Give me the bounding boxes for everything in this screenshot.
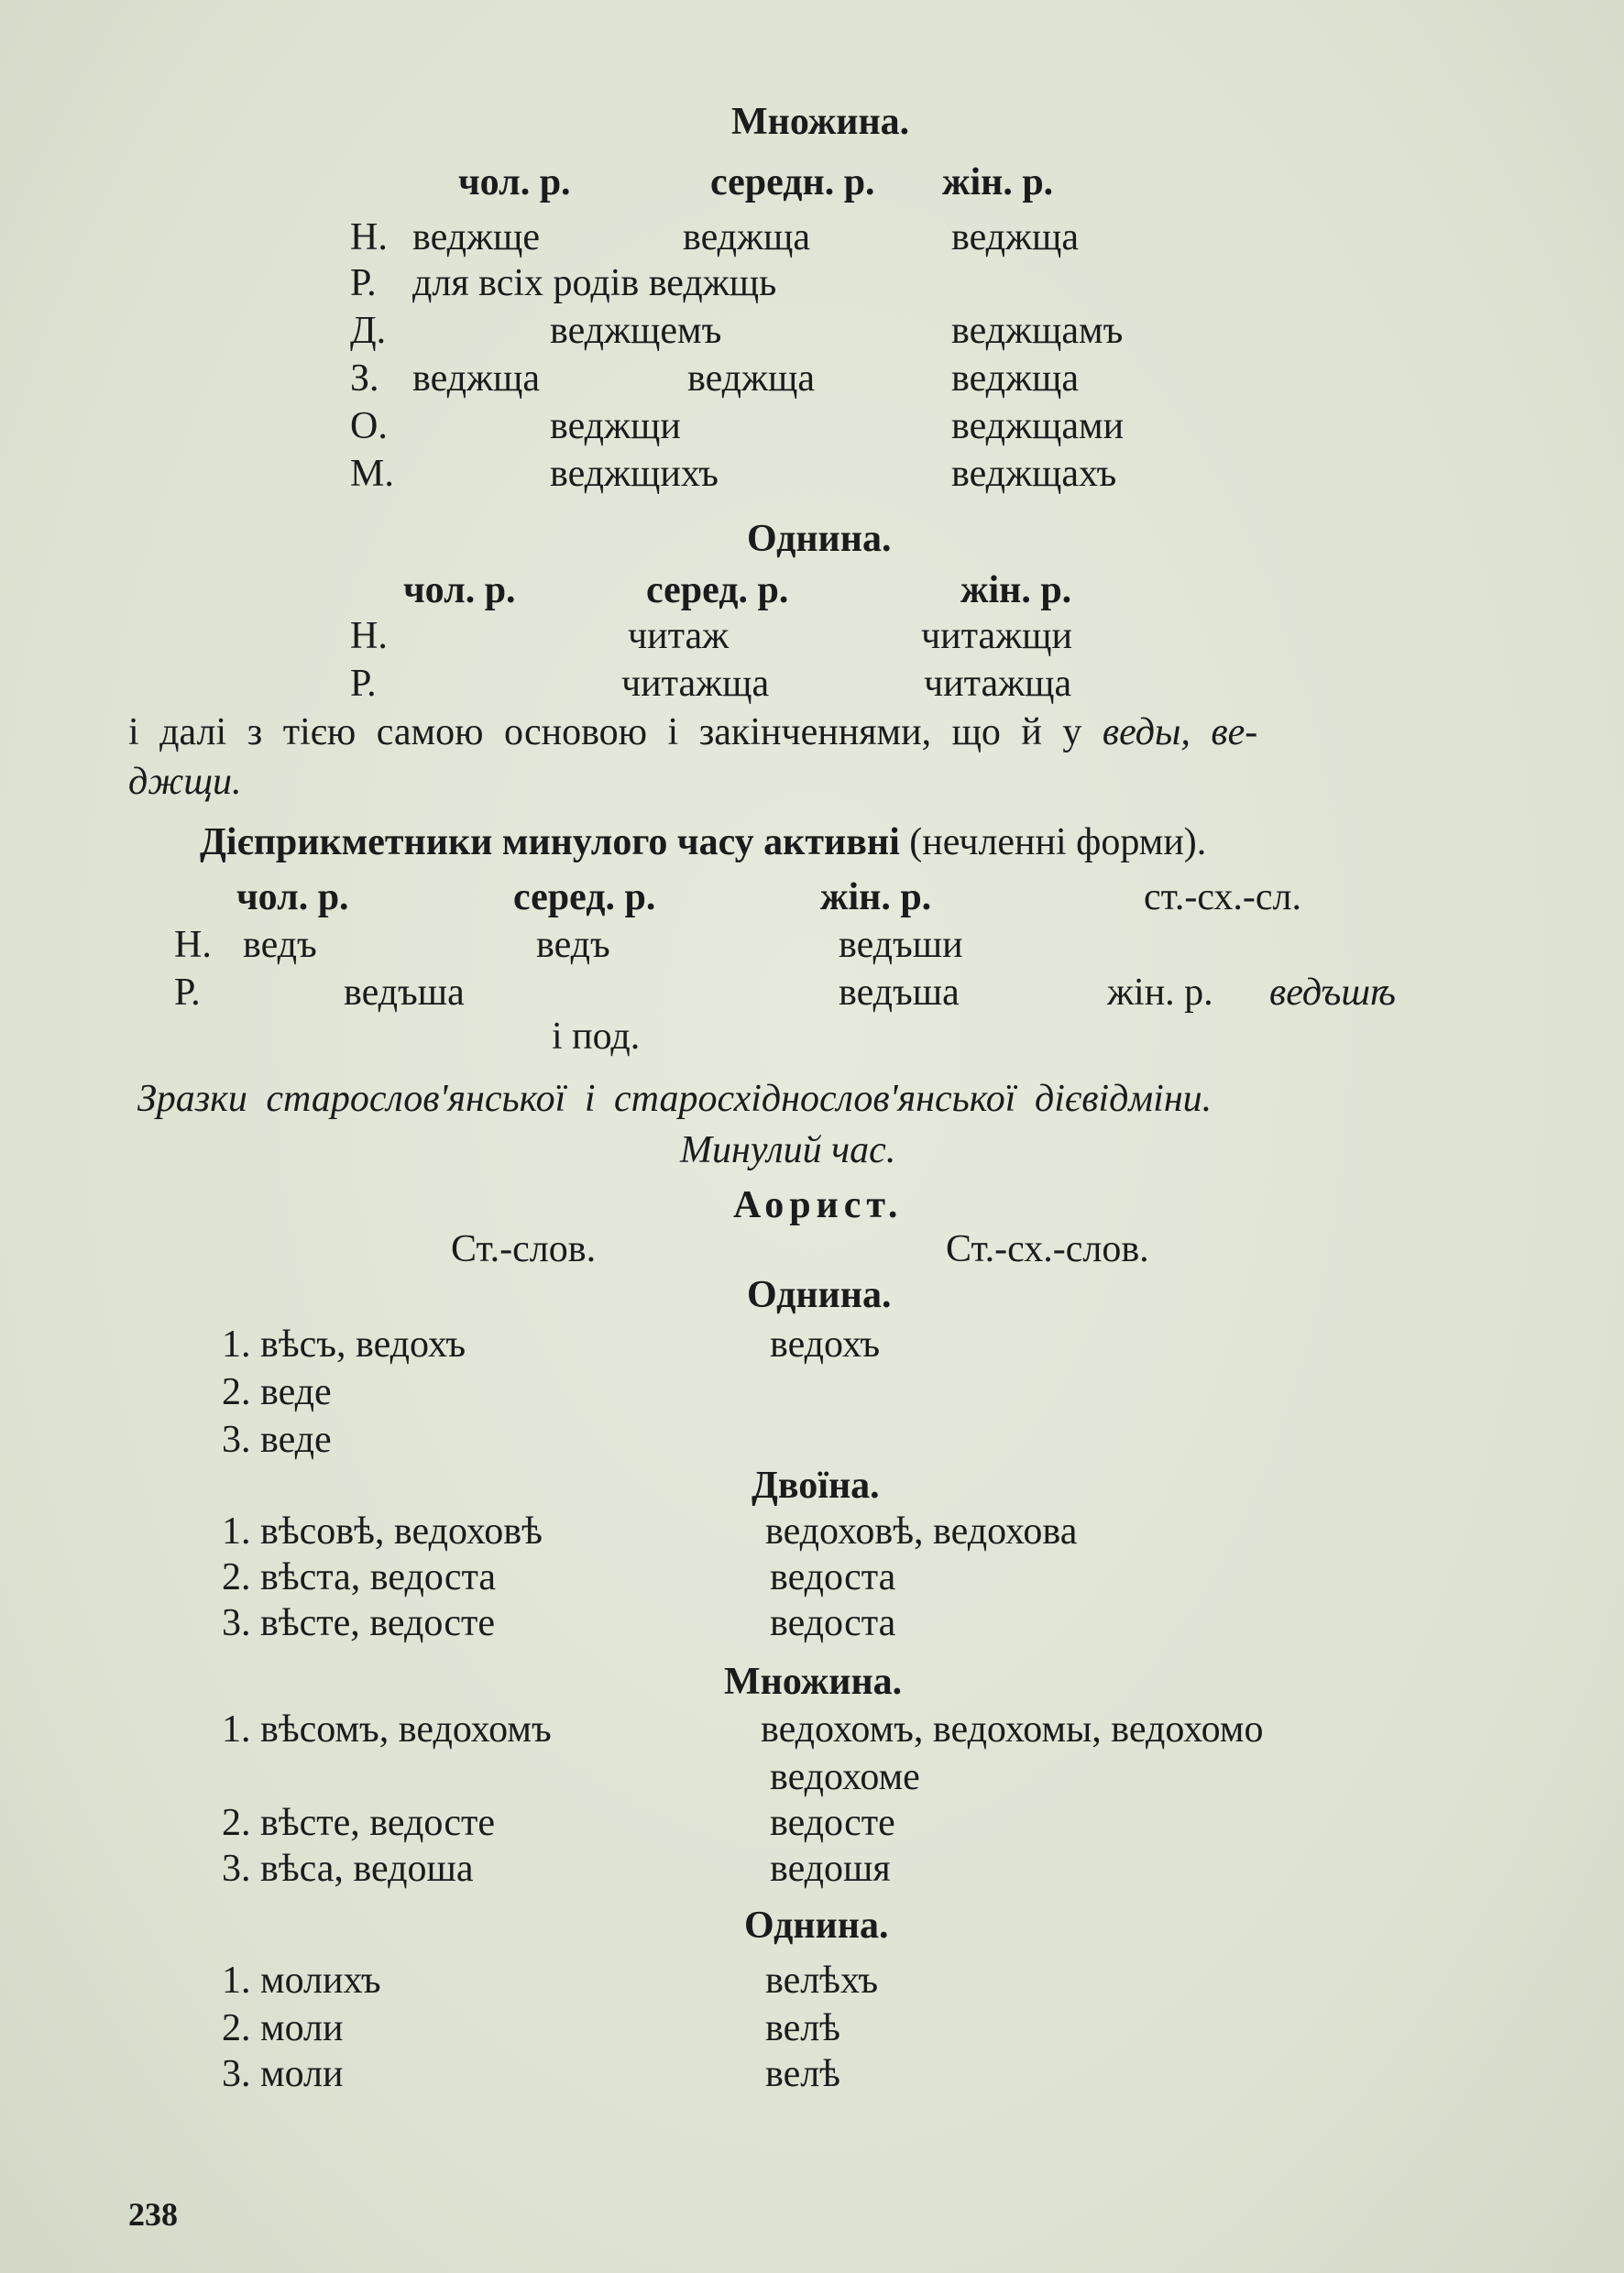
form: веджщемъ (550, 310, 722, 352)
col-left: Ст.-слов. (451, 1228, 597, 1270)
samples-heading: Зразки старослов'янської і старосхіднослов'янської дієвідміни. (137, 1078, 1213, 1120)
note-text: і далі з тією самою основою і закінченнями, що й у (128, 711, 1082, 753)
etc: і под. (552, 1016, 641, 1058)
note-italic: веды, ве- (1102, 711, 1258, 753)
form: веджщахъ (951, 453, 1117, 495)
form-left: 1. молихъ (222, 1960, 381, 2002)
form: ведъша (839, 972, 960, 1014)
col-east-slavic: ст.-сх.-сл. (1144, 876, 1301, 918)
form: ведъ (243, 924, 317, 966)
gender-neut: середн. р. (710, 161, 875, 203)
form: ведъша (344, 972, 465, 1014)
singular2-heading: Однина. (744, 1905, 889, 1947)
case-label: З. (350, 357, 379, 400)
gender-neut: серед. р. (646, 569, 789, 611)
form-left: 2. вѣста, ведоста (222, 1556, 497, 1598)
form: читажща (621, 663, 770, 705)
form-right: ведоста (770, 1602, 896, 1644)
case-label: Р. (350, 262, 377, 304)
aorist-dual-heading: Двоїна. (752, 1465, 880, 1507)
singular-heading: Однина. (747, 518, 892, 560)
col-neut: серед. р. (513, 876, 656, 918)
form: веджща (683, 216, 811, 258)
participles-heading (200, 823, 1206, 862)
form: ведъши (839, 924, 963, 966)
form: веджща (412, 357, 541, 400)
gender-fem: жін. р. (942, 161, 1054, 203)
form-right: ведохъ (770, 1323, 881, 1366)
form-right: ведосте (770, 1802, 895, 1844)
form: читажща (924, 663, 1072, 705)
form: читаж (628, 615, 730, 657)
form: веджща (687, 357, 816, 400)
form: читажщи (921, 615, 1072, 657)
form: ведъ (536, 924, 610, 966)
plural-heading: Множина. (731, 101, 910, 143)
gender-fem: жін. р. (960, 569, 1072, 611)
form: для всіх родів веджщь (412, 262, 777, 304)
form-right: ведоховѣ, ведохова (765, 1510, 1078, 1553)
gender-masc: чол. р. (403, 569, 516, 611)
form: веджще (412, 216, 541, 258)
form-left: 2. вѣсте, ведосте (222, 1802, 495, 1844)
form-right: ведохоме (770, 1756, 920, 1798)
case-label: Н. (350, 216, 388, 258)
form-left: 3. вѣса, ведоша (222, 1848, 474, 1890)
alt-label: жін. р. (1107, 972, 1213, 1014)
case-label: Д. (350, 310, 387, 352)
form-left: 3. моли (222, 2053, 344, 2095)
page-number: 238 (128, 2196, 178, 2233)
case-label: Р. (350, 663, 377, 705)
samples-subheading: Минулий час. (680, 1129, 896, 1171)
form: веджщи (550, 405, 681, 447)
form: веджщамъ (951, 310, 1124, 352)
gender-masc: чол. р. (458, 161, 571, 203)
case-label: Н. (350, 615, 388, 657)
form-left: 1. вѣсовѣ, ведоховѣ (222, 1510, 543, 1553)
form-right: велѣхъ (765, 1960, 879, 2002)
form-left: 3. веде (222, 1419, 332, 1461)
note-line (128, 713, 1257, 752)
form-left: 1. вѣсомъ, ведохомъ (222, 1708, 552, 1751)
col-fem: жін. р. (820, 876, 932, 918)
case-label: М. (350, 453, 394, 495)
participles-heading-rest: (нечленні форми). (909, 821, 1207, 863)
col-masc: чол. р. (236, 876, 349, 918)
aorist-singular-heading: Однина. (747, 1274, 892, 1316)
form-left: 3. вѣсте, ведосте (222, 1602, 495, 1644)
form: веджщихъ (550, 453, 719, 495)
form-right: велѣ (765, 2007, 840, 2049)
participles-heading-bold: Дієприкметники минулого часу активні (200, 821, 900, 863)
form-right: ведоста (770, 1556, 896, 1598)
note-line-2: джщи. (128, 761, 242, 803)
form-right: велѣ (765, 2053, 840, 2095)
aorist-plural-heading: Множина. (724, 1661, 903, 1703)
form-left: 1. вѣсъ, ведохъ (222, 1323, 466, 1366)
form-left: 2. веде (222, 1371, 332, 1413)
case-label: Н. (174, 924, 212, 966)
form-left: 2. моли (222, 2007, 344, 2049)
aorist-heading: Аорист. (733, 1184, 904, 1226)
form: веджщами (951, 405, 1125, 447)
form-right: ведошя (770, 1848, 891, 1890)
form-right: ведохомъ, ведохомы, ведохомо (761, 1708, 1264, 1751)
form: веджща (951, 357, 1080, 400)
case-label: Р. (174, 972, 201, 1014)
case-label: О. (350, 405, 388, 447)
form: веджща (951, 216, 1080, 258)
col-right: Ст.-сх.-слов. (946, 1228, 1149, 1270)
alt-form: ведъшѣ (1269, 972, 1397, 1014)
